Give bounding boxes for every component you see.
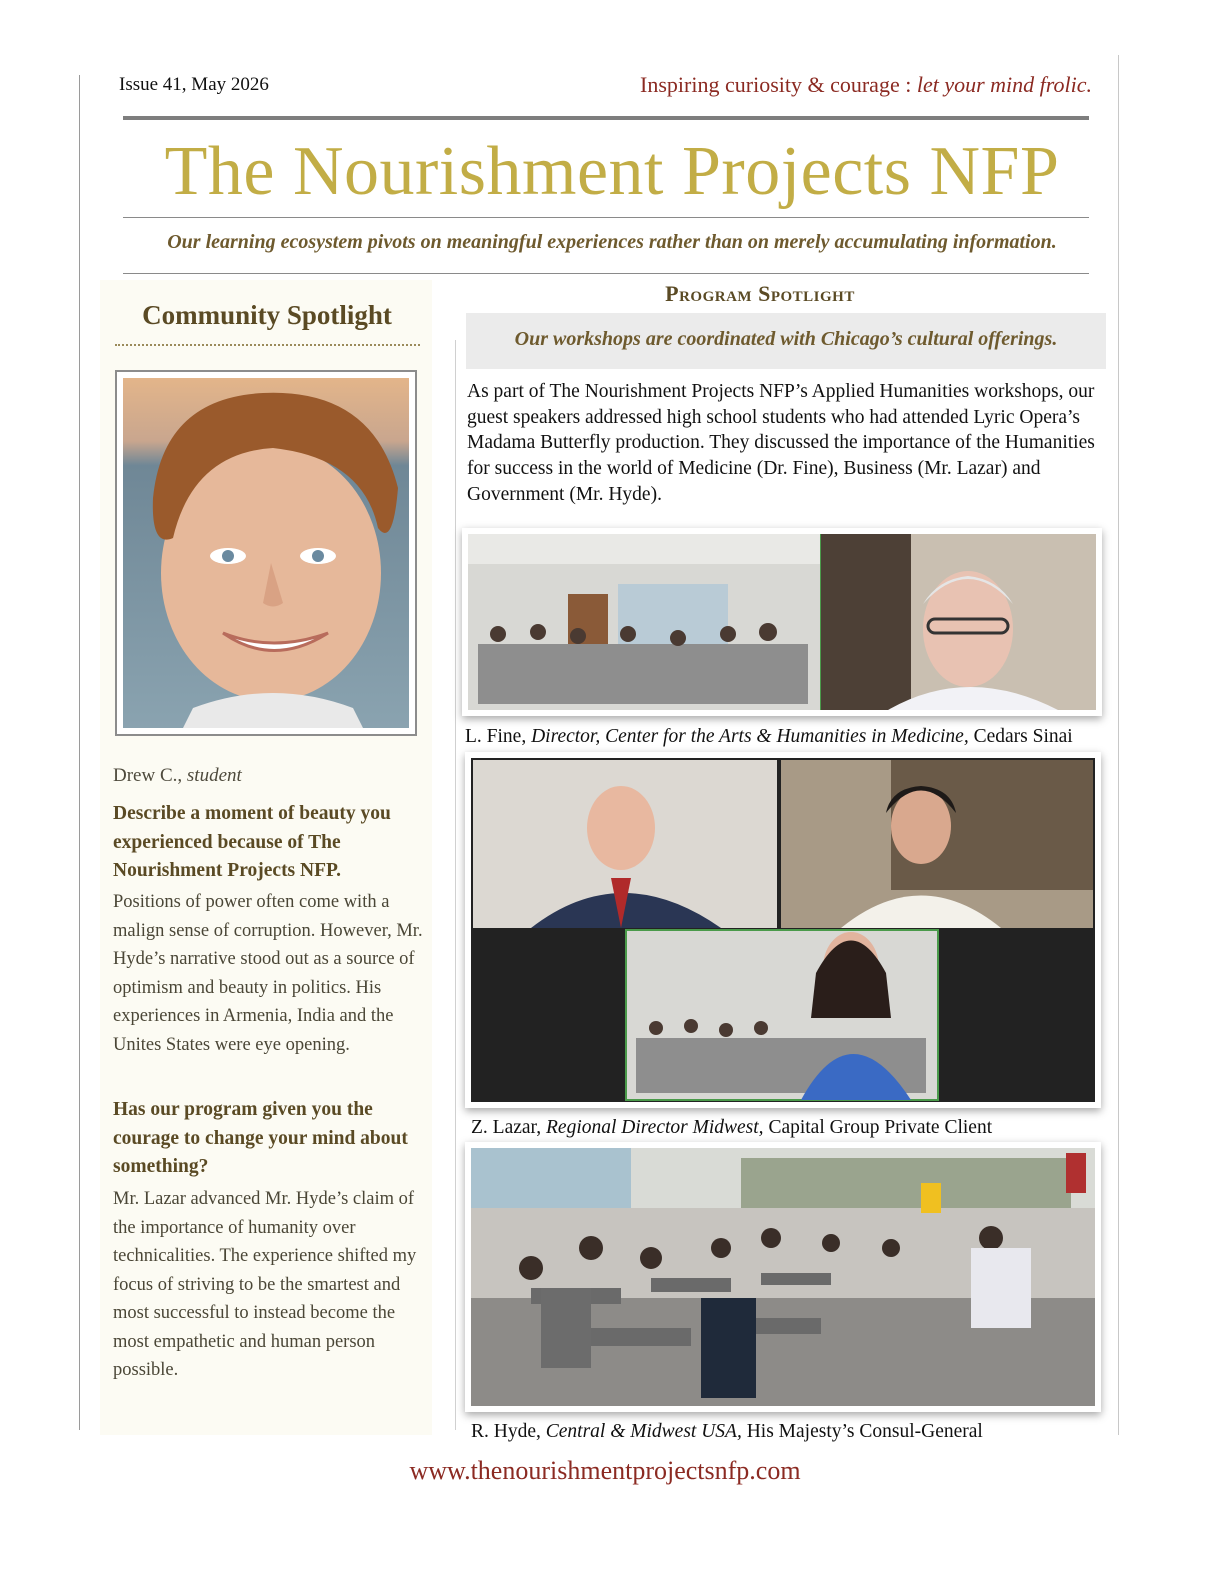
caption-hyde-title: Central & Midwest USA, — [545, 1421, 742, 1442]
caption-hyde-org: His Majesty’s Consul-General — [746, 1421, 983, 1442]
answer-2: Mr. Lazar advanced Mr. Hyde’s claim of the importance of humanity over technicalities. The experience shifted my focus of striving to be the smartest and most successful to instead become the most empathetic and human person possible. — [113, 1189, 417, 1380]
program-body-text: As part of The Nourishment Projects NFP’s Applied Humanities workshops, our guest speakers addressed high school students who had attended Lyric Opera’s Madama Butterfly production. They discussed the importance of the Humanities for success in the world of Medicine (Dr. Fine), Business (Mr. Lazar) and Government (Mr. Hyde). — [467, 381, 1095, 505]
masthead-rule — [123, 217, 1089, 218]
student-name: Drew C., — [113, 765, 183, 786]
caption-hyde — [471, 1421, 983, 1443]
caption-hyde-name: R. Hyde, — [471, 1421, 541, 1442]
tagline — [640, 72, 1092, 98]
answer-1: Positions of power often come with a malign sense of corruption. However, Mr. Hyde’s narrative stood out as a source of optimism and beauty in politics. His experiences in Armenia, India and the Unites States were eye opening. — [113, 892, 423, 1055]
question-1: Describe a moment of beauty you experienced because of The Nourishment Projects NFP. — [113, 803, 391, 881]
program-spotlight-title: Program Spotlight — [665, 281, 855, 306]
video-call-grid-photo — [471, 758, 1095, 1102]
photo-fine-session — [462, 528, 1102, 716]
masthead-title: The Nourishment Projects NFP — [164, 133, 1060, 210]
caption-fine-org: Cedars Sinai — [973, 726, 1073, 747]
tagline-main: Inspiring curiosity & courage : — [640, 72, 917, 97]
student-portrait — [115, 370, 417, 736]
caption-lazar-name: Z. Lazar, — [471, 1117, 542, 1138]
issue-date: Issue 41, May 2026 — [119, 74, 269, 95]
photo-lazar-session — [465, 752, 1101, 1108]
website-link[interactable]: www.thenourishmentprojectsnfp.com — [409, 1456, 801, 1485]
video-call-photo — [468, 534, 1096, 710]
motto-rule — [123, 273, 1089, 274]
student-byline — [113, 765, 242, 787]
header-rule — [123, 116, 1089, 120]
community-spotlight-title: Community Spotlight — [142, 300, 392, 330]
portrait-photo — [123, 378, 409, 728]
program-subtitle: Our workshops are coordinated with Chicago’s cultural offerings. — [514, 328, 1058, 350]
student-role: student — [186, 765, 242, 786]
left-border-line — [79, 75, 80, 1430]
column-divider — [455, 340, 456, 1430]
caption-fine — [465, 726, 1073, 748]
photo-hyde-session — [465, 1142, 1101, 1412]
caption-fine-name: L. Fine, — [465, 726, 527, 747]
dotted-divider — [115, 344, 420, 346]
question-2: Has our program given you the courage to change your mind about something? — [113, 1099, 408, 1177]
caption-lazar-title: Regional Director Midwest, — [546, 1117, 764, 1138]
caption-lazar — [471, 1117, 992, 1139]
classroom-photo — [471, 1148, 1095, 1406]
motto: Our learning ecosystem pivots on meaningful experiences rather than on merely accumulating information. — [167, 231, 1057, 253]
right-border-line — [1118, 55, 1119, 1435]
caption-fine-title: Director, Center for the Arts & Humanities in Medicine, — [531, 726, 969, 747]
tagline-emphasis: let your mind frolic. — [916, 72, 1092, 97]
caption-lazar-org: Capital Group Private Client — [768, 1117, 993, 1138]
